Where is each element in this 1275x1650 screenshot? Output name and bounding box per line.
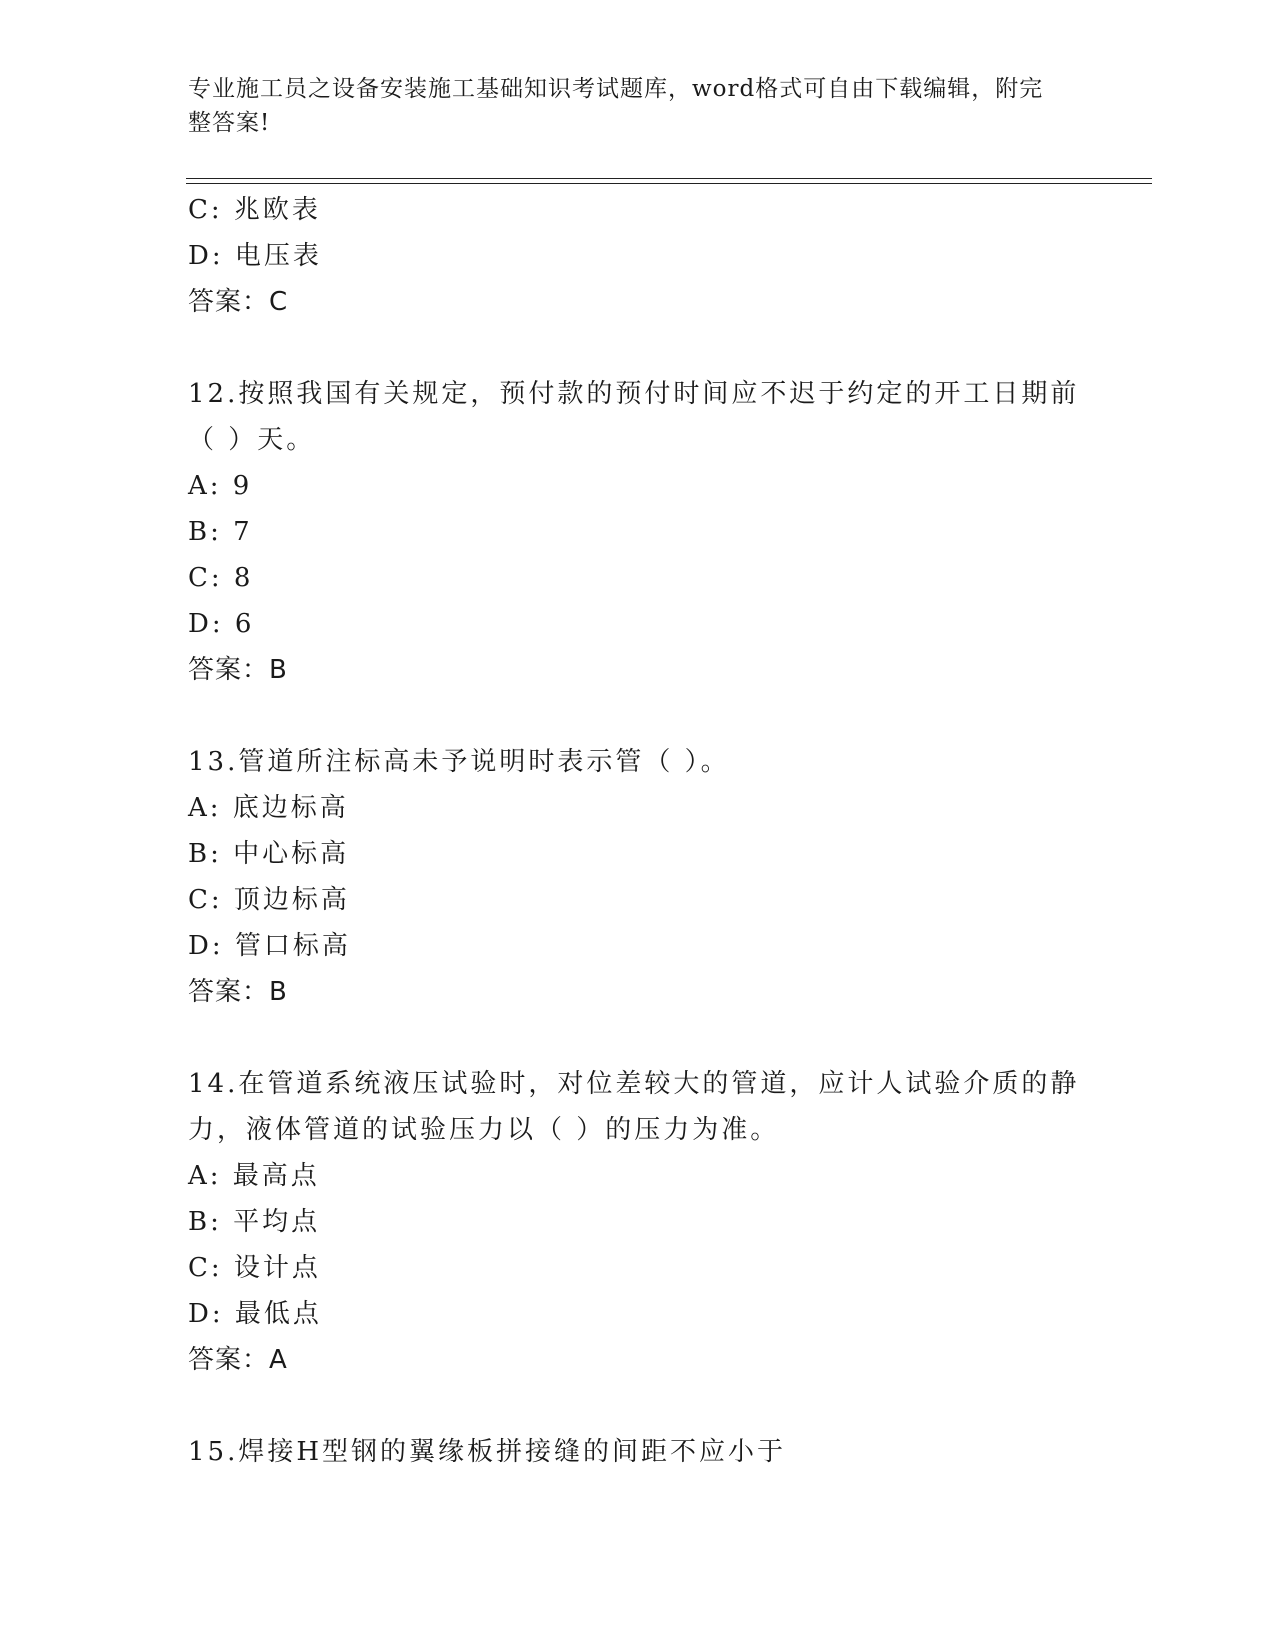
q12-stem-line-1: 12.按照我国有关规定，预付款的预付时间应不迟于约定的开工日期前: [188, 379, 1080, 409]
q14-option-b: B: 平均点: [188, 1207, 321, 1237]
q14-answer: 答案：A: [188, 1345, 288, 1375]
q13-answer: 答案：B: [188, 977, 288, 1007]
q14-stem-line-1: 14.在管道系统液压试验时，对位差较大的管道，应计人试验介质的静: [188, 1069, 1080, 1099]
q14-option-a: A: 最高点: [188, 1161, 320, 1191]
q13-stem-line-1: 13.管道所注标高未予说明时表示管（ ）。: [188, 747, 730, 777]
header-divider-top: [186, 178, 1152, 179]
q11-answer: 答案：C: [188, 287, 289, 317]
q12-option-b: B: 7: [188, 517, 253, 547]
q12-stem-line-2: （ ）天。: [188, 425, 316, 455]
q12-option-a: A: 9: [188, 471, 253, 501]
header-divider-bottom: [186, 183, 1152, 184]
q13-option-c: C: 顶边标高: [188, 885, 350, 915]
q12-option-d: D: 6: [188, 609, 255, 639]
q11-option-d: D: 电压表: [188, 241, 322, 271]
header-line-2: 整答案!: [188, 110, 271, 136]
q13-option-a: A: 底边标高: [188, 793, 349, 823]
header-line-1: 专业施工员之设备安装施工基础知识考试题库，word格式可自由下载编辑，附完: [188, 76, 1044, 102]
document-header: [188, 72, 1078, 140]
q11-option-c: C: 兆欧表: [188, 195, 321, 225]
q13-option-b: B: 中心标高: [188, 839, 350, 869]
q13-option-d: D: 管口标高: [188, 931, 351, 961]
q14-option-d: D: 最低点: [188, 1299, 322, 1329]
q15-stem-line-1: 15.焊接H型钢的翼缘板拼接缝的间距不应小于: [188, 1437, 787, 1467]
q12-answer: 答案：B: [188, 655, 288, 685]
q14-stem-line-2: 力，液体管道的试验压力以（ ）的压力为准。: [188, 1115, 780, 1145]
q12-option-c: C: 8: [188, 563, 254, 593]
q14-option-c: C: 设计点: [188, 1253, 321, 1283]
